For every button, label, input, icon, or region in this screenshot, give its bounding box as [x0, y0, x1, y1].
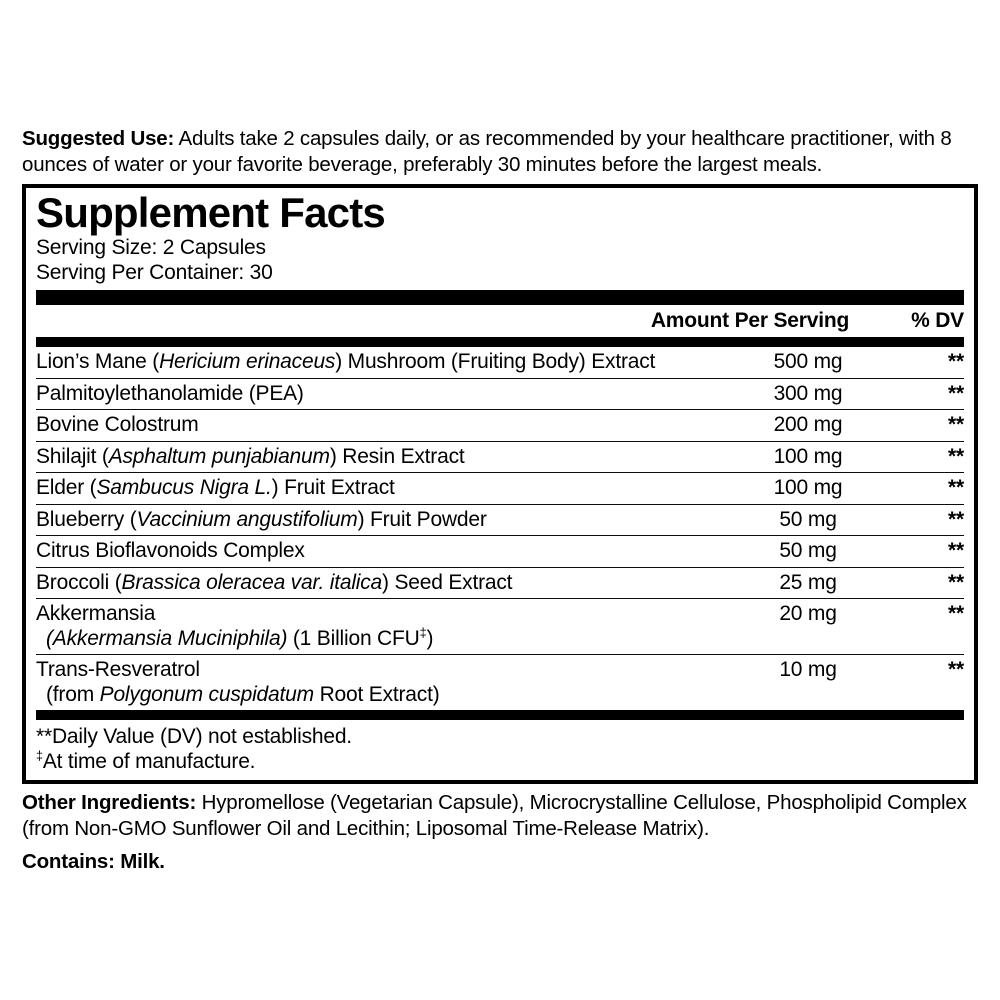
ingredient-name: Bovine Colostrum	[36, 413, 199, 436]
ingredient-row	[36, 472, 964, 504]
ingredient-rows	[36, 347, 964, 710]
ingredient-dv: **	[948, 602, 964, 625]
ingredient-name: Citrus Bioflavonoids Complex	[36, 539, 305, 562]
ingredient-dv: **	[948, 507, 964, 531]
suggested-use-label: Suggested Use:	[22, 127, 175, 150]
label-content	[22, 126, 978, 875]
footnote-divider-bar	[36, 710, 964, 720]
footnote-time-of-manufacture: ‡At time of manufacture.	[36, 749, 256, 773]
contains-text: Milk.	[120, 850, 165, 873]
ingredient-row	[36, 567, 964, 599]
ingredient-amount: 100 mg	[773, 476, 843, 499]
ingredient-name: Lion’s Mane (Hericium erinaceus) Mushroom (Fruiting Body) Extract	[36, 350, 656, 373]
footnotes	[36, 720, 964, 774]
ingredient-amount: 50 mg	[779, 539, 837, 562]
panel-title: Supplement Facts	[36, 189, 385, 236]
other-ingredients-text: Hypromellose (Vegetarian Capsule), Microcrystalline Cellulose, Phospholipid Complex (from Non-GMO Sunflower Oil and Lecithin; Liposomal Time-Release Matrix).	[22, 791, 967, 840]
ingredient-name: Palmitoylethanolamide (PEA)	[36, 381, 304, 405]
percent-dv-header: % DV	[911, 309, 964, 332]
ingredient-dv: **	[948, 539, 964, 562]
header-divider-bar	[36, 337, 964, 347]
ingredient-name: Trans-Resveratrol (from Polygonum cuspidatum Root Extract)	[36, 658, 724, 707]
ingredient-dv: **	[948, 381, 964, 405]
column-headers	[36, 305, 964, 337]
supplement-facts-panel	[22, 184, 978, 784]
contains-statement	[22, 849, 978, 875]
ingredient-name: Blueberry (Vaccinium angustifolium) Fruit Powder	[36, 507, 487, 531]
ingredient-amount: 100 mg	[773, 444, 843, 468]
suggested-use-text: Adults take 2 capsules daily, or as recommended by your healthcare practitioner, with 8 ounces of water or your favorite beverage, preferably 30 minutes before the largest meals.	[22, 127, 952, 176]
ingredient-name-line2: (from Polygonum cuspidatum Root Extract)	[46, 682, 440, 706]
ingredient-name: Shilajit (Asphaltum punjabianum) Resin Extract	[36, 444, 465, 468]
ingredient-amount: 10 mg	[779, 658, 837, 681]
contains-label: Contains:	[22, 850, 115, 873]
ingredient-dv: **	[948, 444, 964, 468]
servings-per-container: Serving Per Container: 30	[36, 261, 273, 284]
ingredient-amount: 500 mg	[773, 350, 843, 373]
ingredient-dv: **	[948, 350, 964, 373]
ingredient-name: Broccoli (Brassica oleracea var. italica) Seed Extract	[36, 570, 513, 594]
footnote-dv-not-established: **Daily Value (DV) not established.	[36, 725, 352, 748]
ingredient-name: Akkermansia (Akkermansia Muciniphila) (1 Billion CFU‡)	[36, 602, 724, 651]
ingredient-amount: 200 mg	[773, 413, 843, 436]
amount-per-serving-header: Amount Per Serving	[650, 309, 850, 332]
serving-size: Serving Size: 2 Capsules	[36, 236, 266, 259]
ingredient-amount: 50 mg	[779, 507, 837, 531]
ingredient-dv: **	[948, 570, 964, 594]
ingredient-amount: 300 mg	[773, 381, 843, 405]
other-ingredients-label: Other Ingredients:	[22, 791, 197, 814]
ingredient-row	[36, 378, 964, 410]
ingredient-row	[36, 409, 964, 441]
ingredient-amount: 25 mg	[779, 570, 837, 594]
ingredient-dv: **	[948, 476, 964, 499]
top-divider-bar	[36, 290, 964, 305]
ingredient-row	[36, 654, 964, 710]
ingredient-name: Elder (Sambucus Nigra L.) Fruit Extract	[36, 476, 395, 499]
ingredient-row	[36, 504, 964, 536]
ingredient-dv: **	[948, 658, 964, 681]
other-ingredients	[22, 790, 978, 842]
ingredient-row	[36, 598, 964, 654]
ingredient-name-line2: (Akkermansia Muciniphila) (1 Billion CFU‡)	[46, 625, 434, 650]
ingredient-amount: 20 mg	[779, 602, 837, 625]
suggested-use	[22, 126, 978, 178]
ingredient-row	[36, 535, 964, 567]
ingredient-row	[36, 347, 964, 378]
ingredient-dv: **	[948, 413, 964, 436]
ingredient-row	[36, 441, 964, 473]
